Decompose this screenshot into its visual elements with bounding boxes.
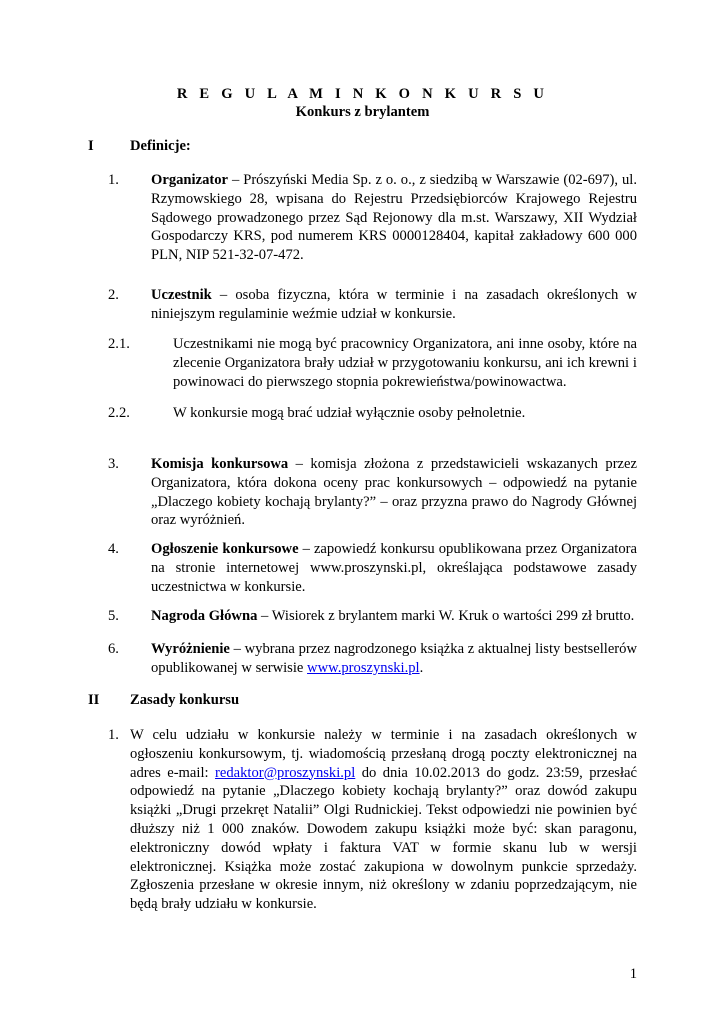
definition-text: – wybrana przez nagrodzonego książka z aktualnej listy bestsellerów opublikowanej w serwisie	[151, 641, 637, 676]
section-number: I	[88, 138, 94, 154]
definition-text: – komisja złożona z przedstawicieli wskazanych przez Organizatora, która dokona oceny prac konkursowych – odpowiedź na pytanie „Dlaczego kobiety kochają brylanty?” – oraz przyzna prawo do Nagrody Głównej oraz wyróżnień.	[151, 456, 637, 529]
definition-item	[151, 607, 637, 626]
definition-term: Komisja konkursowa	[151, 456, 289, 472]
rule-text: W celu udziału w konkursie należy w terminie i na zasadach określonych w ogłoszeniu konkursowym, tj. wiadomością przesłaną drogą poczty elektronicznej na adres e-mail:	[130, 727, 637, 781]
definition-item	[151, 171, 637, 265]
definition-item: Uczestnikami nie mogą być pracownicy Organizatora, ani inne osoby, które na zlecenie Organizatora brały udział w przygotowaniu konkursu, ani ich krewni i powinowaci do pierwszego stopnia pokrewieństwa/powinowactwa.	[173, 336, 637, 390]
list-number: 3.	[108, 456, 119, 472]
email-link[interactable]: redaktor@proszynski.pl	[214, 764, 356, 781]
section-heading: Definicje:	[130, 138, 191, 154]
list-number: 4.	[108, 541, 119, 557]
list-number: 1.	[108, 172, 119, 188]
definition-item: W konkursie mogą brać udział wyłącznie osoby pełnoletnie.	[173, 405, 526, 421]
definition-text: – zapowiedź konkursu opublikowana przez Organizatora na stronie internetowej www.proszynski.pl, określająca podstawowe zasady uczestnictwa w konkursie.	[151, 541, 637, 595]
definition-item	[151, 455, 637, 530]
document-title: R E G U L A M I N K O N K U R S U	[176, 86, 549, 102]
list-number: 5.	[108, 608, 119, 624]
definition-item	[151, 286, 637, 324]
list-number: 2.2.	[108, 405, 130, 421]
definition-term: Wyróżnienie	[151, 641, 230, 657]
definition-term: Uczestnik	[151, 287, 212, 303]
list-number: 1.	[108, 727, 119, 743]
definition-text-end: .	[419, 659, 424, 676]
definition-text: – Prószyński Media Sp. z o. o., z siedzibą w Warszawie (02-697), ul. Rzymowskiego 28, wpisana do Rejestru Przedsiębiorców Krajowego Rejestru Sądowego prowadzonego przez Sąd Rejonowy dla m.st. Warszawy, XII Wydział Gospodarczy KRS, pod numerem KRS 0000128404, kapitał zakładowy 600 000 PLN, NIP 521-32-07-472.	[151, 172, 637, 264]
list-number: 6.	[108, 641, 119, 657]
definition-item	[151, 540, 637, 596]
rule-item	[130, 726, 637, 914]
definition-term: Ogłoszenie konkursowe	[151, 541, 299, 557]
definition-text: – Wisiorek z brylantem marki W. Kruk o wartości 299 zł brutto.	[257, 608, 635, 624]
definition-term: Nagroda Główna	[151, 608, 258, 624]
section-number: II	[88, 692, 100, 708]
document-subtitle: Konkurs z brylantem	[295, 104, 430, 120]
section-heading: Zasady konkursu	[130, 692, 240, 708]
list-number: 2.1.	[108, 336, 130, 352]
proszynski-link[interactable]: www.proszynski.pl	[307, 659, 420, 676]
list-number: 2.	[108, 287, 119, 303]
page-number: 1	[629, 966, 637, 982]
definition-text: – osoba fizyczna, która w terminie i na zasadach określonych w niniejszym regulaminie weźmie udział w konkursie.	[151, 287, 637, 322]
definition-item	[151, 640, 637, 678]
rule-text-cont: do dnia 10.02.2013 do godz. 23:59, przesłać odpowiedź na pytanie „Dlaczego kobiety kochają brylanty?” oraz dowód zakupu książki „Drugi przekręt Natalii” Olgi Rudnickiej. Tekst odpowiedzi nie powinien być dłuższy niż 1 000 znaków. Dowodem zakupu książki może być: skan paragonu, elektroniczny dowód wpłaty i faktura VAT w formie skanu lub w wersji elektronicznej. Książka może zostać zakupiona w dowolnym punkcie sprzedaży. Zgłoszenia przesłane w okresie innym, niż określony w zdaniu poprzedzającym, nie będą brały udziału w konkursie.	[130, 764, 637, 913]
definition-term: Organizator	[151, 172, 229, 188]
